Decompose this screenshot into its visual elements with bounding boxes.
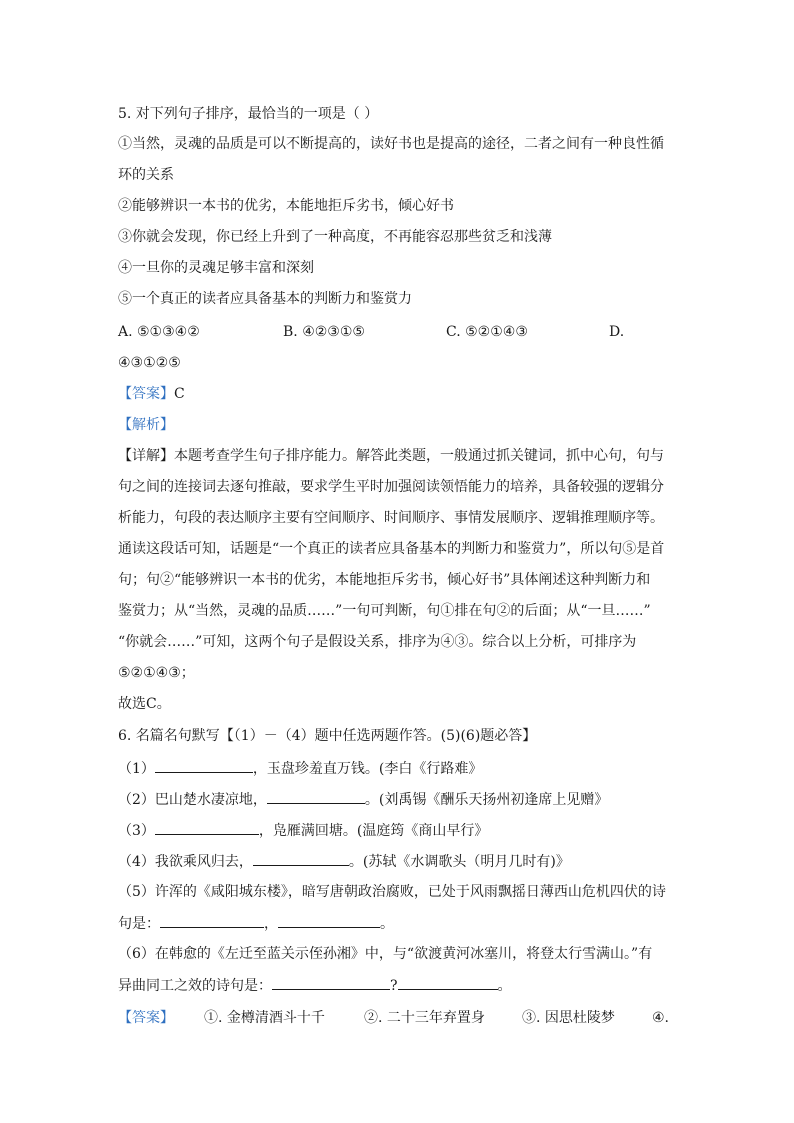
q6-item-5-prefix: 句是： bbox=[118, 916, 160, 932]
q6-answer-3: ③. 因思杜陵梦 bbox=[522, 1010, 615, 1026]
q5-sentence-4: ④一旦你的灵魂足够丰富和深刻 bbox=[118, 260, 314, 276]
q5-stem: 5. 对下列句子排序，最恰当的一项是（ ） bbox=[118, 106, 379, 122]
q6-item-4 bbox=[118, 851, 570, 872]
q5-detail-line-2: 句之间的连接词去逐句推敲，要求学生平时加强阅读领悟能力的培养，具备较强的逻辑分 bbox=[118, 479, 664, 495]
q6-answer-tag: 【答案】 bbox=[118, 1010, 174, 1026]
q6-item-3-blank[interactable] bbox=[155, 820, 259, 835]
q5-detail-line-1 bbox=[118, 446, 664, 466]
q6-item-3 bbox=[118, 820, 488, 841]
q5-sentence-3: ③你就会发现，你已经上升到了一种高度，不再能容忍那些贫乏和浅薄 bbox=[118, 229, 552, 245]
q6-item-6-suffix: 。 bbox=[497, 978, 512, 994]
q6-item-6-prefix: 异曲同工之效的诗句是： bbox=[118, 978, 272, 994]
q5-detail-line-7: “你就会……”可知，这两个句子是假设关系，排序为④③。综合以上分析，可排序为 bbox=[118, 634, 637, 650]
q5-option-a: A. ⑤①③④② bbox=[118, 324, 200, 340]
q5-answer-line bbox=[118, 384, 185, 404]
q6-item-1-suffix: ，玉盘珍羞直万钱。(李白《行路难》 bbox=[252, 761, 483, 777]
q5-option-d: D. bbox=[609, 324, 625, 340]
q6-item-5-separator: ， bbox=[264, 916, 278, 932]
q6-item-6-blank-1[interactable] bbox=[272, 975, 390, 990]
q6-item-4-prefix: （4）我欲乘风归去， bbox=[118, 854, 253, 870]
q5-sentence-1-line-2: 环的关系 bbox=[118, 167, 174, 183]
q6-item-1-prefix: （1） bbox=[118, 761, 155, 777]
q6-item-2-prefix: （2）巴山楚水凄凉地， bbox=[118, 792, 267, 808]
q6-item-5-blank-2[interactable] bbox=[278, 913, 380, 928]
q5-detail-text-1: 本题考查学生句子排序能力。解答此类题，一般通过抓关键词，抓中心句，句与 bbox=[174, 448, 664, 464]
q6-item-3-prefix: （3） bbox=[118, 823, 155, 839]
q5-option-d-value: ④③①②⑤ bbox=[118, 355, 181, 371]
q6-item-3-suffix: ，凫雁满回塘。(温庭筠《商山早行》 bbox=[258, 823, 489, 839]
q5-detail-tag: 【详解】 bbox=[118, 448, 174, 464]
q5-detail-line-3: 析能力，句段的表达顺序主要有空间顺序、时间顺序、事情发展顺序、逻辑推理顺序等。 bbox=[118, 510, 664, 526]
q6-item-6-separator: ? bbox=[390, 978, 398, 994]
q6-item-2 bbox=[118, 789, 608, 810]
q6-answer-4: ④. bbox=[652, 1010, 670, 1026]
q6-item-6-line-2 bbox=[118, 975, 512, 996]
q6-item-5-line-2 bbox=[118, 913, 394, 934]
q5-options-row bbox=[118, 322, 638, 342]
q5-sentence-2: ②能够辨识一本书的优劣，本能地拒斥劣书，倾心好书 bbox=[118, 198, 454, 214]
q6-item-2-blank[interactable] bbox=[267, 789, 365, 804]
q5-analysis-tag: 【解析】 bbox=[118, 417, 174, 433]
q6-item-1 bbox=[118, 758, 482, 779]
q5-answer-tag: 【答案】 bbox=[118, 386, 174, 402]
q6-answer-2: ②. 二十三年弃置身 bbox=[364, 1010, 485, 1026]
q6-item-6-line-1: （6）在韩愈的《左迁至蓝关示侄孙湘》中，与“欲渡黄河冰塞川，将登太行雪满山。”有 bbox=[118, 946, 653, 962]
q6-item-4-blank[interactable] bbox=[253, 851, 349, 866]
q5-detail-line-9: 故选C。 bbox=[118, 696, 171, 712]
q5-detail-line-8: ⑤②①④③； bbox=[118, 665, 195, 681]
q6-answer-line bbox=[118, 1008, 674, 1028]
q6-item-4-suffix: 。(苏轼《水调歌头（明月几时有)》 bbox=[348, 854, 570, 870]
q6-stem: 6. 名篇名句默写【（1）－（4）题中任选两题作答。(5)(6)题必答】 bbox=[118, 728, 537, 744]
q6-item-5-suffix: 。 bbox=[380, 916, 394, 932]
q6-item-5-line-1: （5）许浑的《咸阳城东楼》，暗写唐朝政治腐败，已处于风雨飘摇日薄西山危机四伏的诗 bbox=[118, 884, 666, 900]
q6-item-5-blank-1[interactable] bbox=[160, 913, 264, 928]
q5-option-b: B. ④②③①⑤ bbox=[283, 324, 365, 340]
q5-sentence-5: ⑤一个真正的读者应具备基本的判断力和鉴赏力 bbox=[118, 291, 412, 307]
q6-item-6-blank-2[interactable] bbox=[398, 975, 498, 990]
q5-sentence-1-line-1: ①当然，灵魂的品质是可以不断提高的，读好书也是提高的途径，二者之间有一种良性循 bbox=[118, 136, 664, 152]
q5-option-c: C. ⑤②①④③ bbox=[446, 324, 528, 340]
q6-item-1-blank[interactable] bbox=[155, 758, 253, 773]
q5-detail-line-6: 鉴赏力；从“当然，灵魂的品质……”一句可判断，句①排在句②的后面；从“一旦……” bbox=[118, 603, 651, 619]
q5-detail-line-4: 通读这段话可知，话题是“一个真正的读者应具备基本的判断力和鉴赏力”，所以句⑤是首 bbox=[118, 541, 665, 557]
q5-detail-line-5: 句；句②“能够辨识一本书的优劣，本能地拒斥劣书，倾心好书”具体阐述这种判断力和 bbox=[118, 572, 651, 588]
q6-answer-1: ①. 金樽清酒斗十千 bbox=[204, 1010, 325, 1026]
q5-answer-value: C bbox=[174, 386, 185, 402]
q6-item-2-suffix: 。(刘禹锡《酬乐天扬州初逢席上见赠》 bbox=[364, 792, 609, 808]
